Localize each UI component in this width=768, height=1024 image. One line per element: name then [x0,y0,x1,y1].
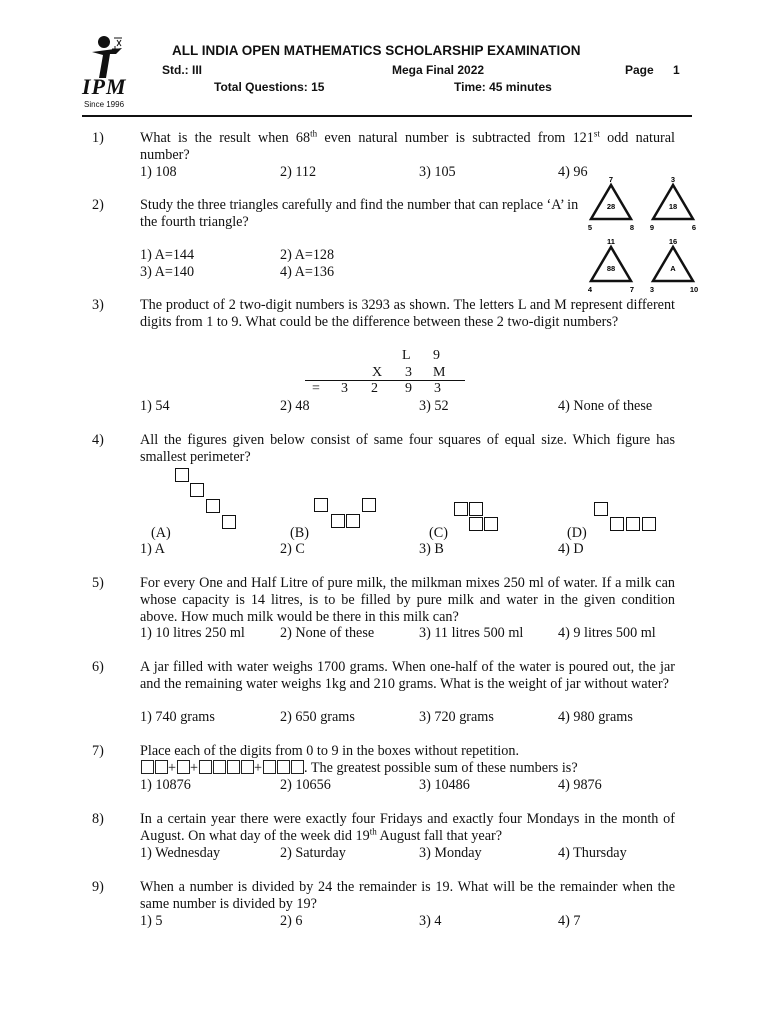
option-2: 2) Saturday [280,845,346,861]
question-text: For every One and Half Litre of pure milk, the milkman mixes 250 ml of water. If a milk can whose capacity is 14 litres, is to be filled by pure milk and water in the given condition above. How much milk would be there in this milk can? [140,575,675,625]
figure-label-d: (D) [567,525,587,541]
question-text: In a certain year there were exactly four Fridays and exactly four Mondays in the month of August. On what day of the week did 19th August fall that year? [140,811,675,844]
svg-text:8: 8 [629,223,635,232]
result-digit: 3 [341,381,348,396]
std-label: Std.: III [162,63,202,77]
figure-label-c: (C) [429,525,448,541]
time-limit: Time: 45 minutes [454,80,552,94]
figure-label-b: (B) [290,525,309,541]
multiplication-line [305,380,465,381]
svg-text:11: 11 [607,237,615,246]
option-3: 3) A=140 [140,264,195,280]
svg-text:10: 10 [689,285,699,294]
svg-text:5: 5 [587,223,593,232]
equals-sign: = [312,381,320,396]
times-sign: X [372,365,383,380]
option-1: 1) 740 grams [140,709,215,725]
option-4: 4) 980 grams [558,709,633,725]
triangle-4 [650,237,698,294]
triangle-1 [588,175,634,232]
option-4: 4) 9 litres 500 ml [558,625,656,641]
svg-text:9: 9 [649,223,655,232]
question-text: When a number is divided by 24 the remainder is 19. What will be the remainder when the same number is divided by 19? [140,879,675,912]
option-4: 4) D [558,541,584,557]
digit-3: 3 [405,365,412,380]
question-text: Study the three triangles carefully and find the number that can replace ‘A’ in the fourth triangle? [140,197,579,230]
page-number: 1 [673,63,680,77]
question-number: 2) [92,197,104,213]
svg-text:7: 7 [629,285,635,294]
question-number: 9) [92,879,104,895]
option-1: 1) Wednesday [140,845,221,861]
logo-text: IPM [82,74,127,99]
option-2: 2) 6 [280,913,303,929]
option-1: 1) 10876 [140,777,191,793]
svg-text:16: 16 [668,237,678,246]
option-3: 3) B [419,541,444,557]
total-questions: Total Questions: 15 [214,80,325,94]
question-text: Place each of the digits from 0 to 9 in the boxes without repetition. [140,743,520,759]
svg-text:3: 3 [649,285,655,294]
digit-boxes-line: + + + . The greatest possible sum of these numbers is? [140,760,578,777]
question-text: A jar filled with water weighs 1700 grams. When one-half of the water is poured out, the jar and the remaining water weighs 1kg and 210 grams. What is the weight of jar without water? [140,659,675,692]
question-number: 1) [92,130,104,146]
page-label: Page [625,63,654,77]
svg-text:88: 88 [606,264,616,273]
svg-text:18: 18 [668,202,678,211]
option-4: 4) 9876 [558,777,602,793]
option-4: 4) 7 [558,913,581,929]
result-digit: 2 [371,381,378,396]
question-number: 4) [92,432,104,448]
triangle-2 [650,175,696,232]
option-4: 4) Thursday [558,845,627,861]
option-2: 2) 650 grams [280,709,355,725]
option-2: 2) 10656 [280,777,331,793]
logo-since: Since 1996 [84,100,125,109]
option-3: 3) 10486 [419,777,470,793]
option-4: 4) None of these [558,398,653,414]
question-text: All the figures given below consist of same four squares of equal size. Which figure has smallest perimeter? [140,432,675,465]
svg-text:A: A [670,264,676,273]
question-number: 5) [92,575,104,591]
option-3: 3) 11 litres 500 ml [419,625,524,641]
option-2: 2) None of these [280,625,375,641]
question-text: What is the result when 68th even natural number is subtracted from 121st odd natural number? [140,128,676,163]
option-2: 2) 112 [280,164,317,180]
option-1: 1) A [140,541,165,557]
header-divider [82,115,692,117]
question-text: The product of 2 two-digit numbers is 3293 as shown. The letters L and M represent different digits from 1 to 9. What could be the difference between these 2 two-digit numbers? [140,297,675,330]
option-2: 2) A=128 [280,247,335,263]
option-3: 3) 105 [419,164,456,180]
question-number: 8) [92,811,104,827]
logo [82,30,142,112]
option-2: 2) 48 [280,398,310,414]
exam-name: Mega Final 2022 [392,63,485,77]
digit-L: L [402,348,411,363]
svg-text:6: 6 [691,223,697,232]
option-1: 1) A=144 [140,247,195,263]
svg-text:7: 7 [608,175,614,184]
option-1: 1) 10 litres 250 ml [140,625,245,641]
result-digit: 3 [434,381,441,396]
option-4: 4) 96 [558,164,588,180]
question-number: 3) [92,297,104,313]
question-number: 6) [92,659,104,675]
exam-title: ALL INDIA OPEN MATHEMATICS SCHOLARSHIP EXAMINATION [172,43,581,58]
option-1: 1) 54 [140,398,170,414]
result-digit: 9 [405,381,412,396]
digit-9: 9 [433,348,440,363]
option-4: 4) A=136 [280,264,335,280]
option-1: 1) 5 [140,913,163,929]
figure-label-a: (A) [151,525,171,541]
option-3: 3) 720 grams [419,709,494,725]
question-number: 7) [92,743,104,759]
svg-text:3: 3 [670,175,676,184]
option-1: 1) 108 [140,164,177,180]
digit-M: M [433,365,446,380]
triangle-3 [588,237,634,294]
option-2: 2) C [280,541,305,557]
option-3: 3) 4 [419,913,442,929]
svg-text:28: 28 [606,202,616,211]
option-3: 3) 52 [419,398,449,414]
triangle-puzzle [585,173,705,298]
option-3: 3) Monday [419,845,482,861]
svg-text:4: 4 [587,285,593,294]
